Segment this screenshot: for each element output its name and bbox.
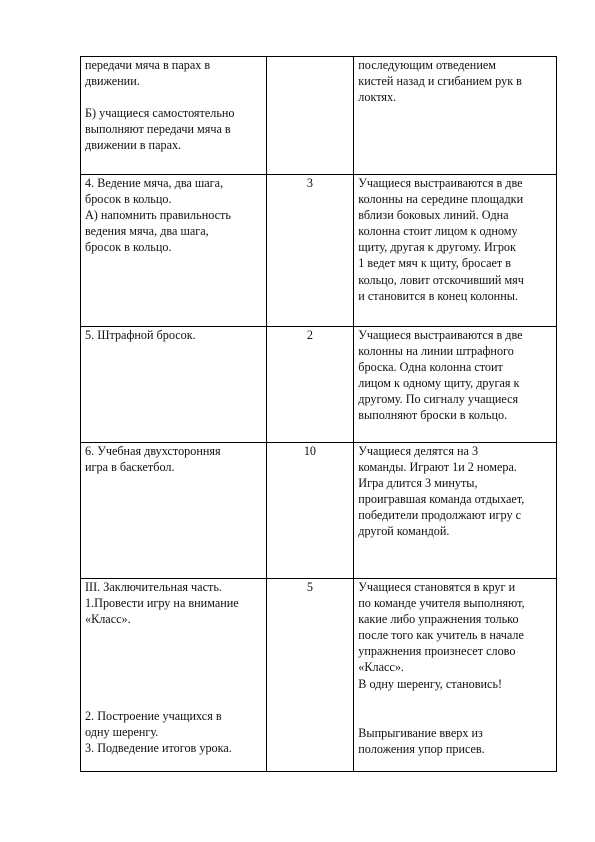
table-row: [81, 327, 557, 443]
exercise-cell: [81, 579, 267, 772]
dosage-cell: [266, 57, 354, 175]
text-line: движении.: [85, 74, 140, 89]
text-line: В одну шеренгу, становись!: [358, 676, 503, 691]
text-line: другой командой.: [358, 524, 450, 539]
text-line: ведения мяча, два шага,: [85, 224, 209, 239]
text-line: победители продолжают игру с: [358, 508, 522, 523]
dosage-value: 5: [306, 580, 313, 594]
text-line: какие либо упражнения только: [358, 612, 519, 627]
text-line: положения упор присев.: [358, 741, 485, 756]
text-line: 6. Учебная двухсторонняя: [85, 444, 221, 458]
text-line: колонны на линии штрафного: [358, 344, 514, 359]
text-line: последующим отведением: [358, 58, 496, 72]
text-line: 4. Ведение мяча, два шага,: [85, 176, 224, 190]
table-row: [81, 175, 557, 327]
text-line: «Класс».: [85, 612, 131, 627]
text-line: III. Заключительная часть.: [85, 580, 222, 594]
text-line: упражнения произнесет слово: [358, 644, 516, 659]
text-line: после того как учитель в начале: [358, 628, 524, 643]
text-line: 5. Штрафной бросок.: [85, 328, 196, 342]
dosage-cell: [266, 443, 354, 579]
text-line: другому. По сигналу учащиеся: [358, 392, 519, 407]
method-cell: [354, 57, 557, 175]
dosage-cell: [266, 579, 354, 772]
text-line: Выпрыгивание вверх из: [358, 725, 483, 740]
text-line: проигравшая команда отдыхает,: [358, 492, 525, 507]
text-line: щиту, другая к другому. Игрок: [358, 240, 516, 255]
exercise-cell: [81, 327, 267, 443]
text-line: лицом к одному щиту, другая к: [358, 376, 520, 391]
dosage-value: 10: [303, 444, 316, 458]
text-line: и становится в конец колонны.: [358, 288, 518, 303]
text-line: Б) учащиеся самостоятельно: [85, 106, 235, 121]
text-line: Учащиеся выстраиваются в две: [358, 328, 523, 342]
text-line: команды. Играют 1и 2 номера.: [358, 460, 517, 475]
text-line: игра в баскетбол.: [85, 460, 175, 475]
text-line: Учащиеся выстраиваются в две: [358, 176, 523, 190]
text-line: колонны на середине площадки: [358, 192, 524, 207]
method-cell: [354, 327, 557, 443]
table-row: [81, 443, 557, 579]
text-line: выполняют передачи мяча в: [85, 122, 231, 137]
text-line: А) напомнить правильность: [85, 208, 231, 223]
text-line: 3. Подведение итогов урока.: [85, 741, 232, 756]
text-line: одну шеренгу.: [85, 725, 159, 740]
text-line: передачи мяча в парах в: [85, 58, 211, 72]
text-line: 1 ведет мяч к щиту, бросает в: [358, 256, 512, 271]
exercise-cell: [81, 175, 267, 327]
text-line: Игра длится 3 минуты,: [358, 476, 478, 491]
text-line: 2. Построение учащихся в: [85, 709, 222, 724]
text-line: Учащиеся становятся в круг и: [358, 580, 516, 594]
text-line: бросок в кольцо.: [85, 192, 172, 207]
text-line: «Класс».: [358, 660, 404, 675]
exercise-cell: [81, 443, 267, 579]
dosage-cell: [266, 175, 354, 327]
text-line: колонна стоит лицом к одному: [358, 224, 518, 239]
dosage-value: 2: [306, 328, 313, 342]
text-line: 1.Провести игру на внимание: [85, 596, 239, 611]
text-line: движении в парах.: [85, 138, 182, 153]
text-line: локтях.: [358, 90, 397, 105]
dosage-cell: [266, 327, 354, 443]
text-line: кистей назад и сгибанием рук в: [358, 74, 522, 89]
text-line: выполняют броски в кольцо.: [358, 408, 508, 423]
method-cell: [354, 443, 557, 579]
text-line: Учащиеся делятся на 3: [358, 444, 479, 458]
text-line: кольцо, ловит отскочивший мяч: [358, 272, 524, 287]
text-line: по команде учителя выполняют,: [358, 596, 525, 611]
table-row: [81, 57, 557, 175]
method-cell: [354, 579, 557, 772]
dosage-value: 3: [306, 176, 313, 190]
text-line: вблизи боковых линий. Одна: [358, 208, 509, 223]
text-line: броска. Одна колонна стоит: [358, 360, 503, 375]
table-row: [81, 579, 557, 772]
text-line: бросок в кольцо.: [85, 240, 172, 255]
lesson-plan-table: [80, 56, 557, 772]
method-cell: [354, 175, 557, 327]
exercise-cell: [81, 57, 267, 175]
